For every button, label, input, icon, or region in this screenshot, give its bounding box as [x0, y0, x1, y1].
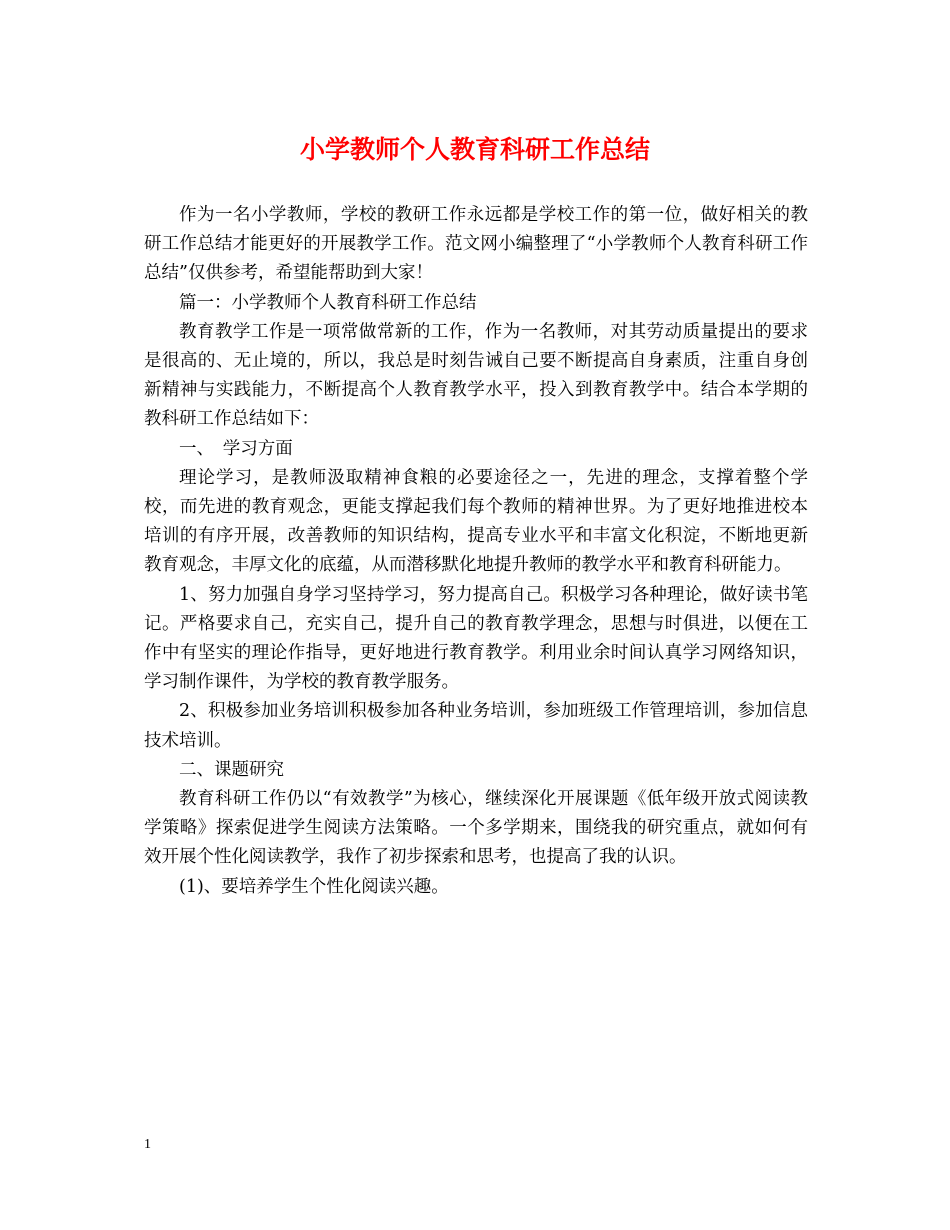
- paragraph-part-one-heading: 篇一：小学教师个人教育科研工作总结: [179, 292, 477, 313]
- page-number: 1: [144, 1137, 151, 1152]
- document-title: 小学教师个人教育科研工作总结: [299, 135, 650, 164]
- paragraph-item-1: 1、努力加强自身学习坚持学习，努力提高自己。积极学习各种理论，做好读书笔记。严格要求自己，充实自己，提升自己的教育教学理念，思想与时俱进，以便在工作中有坚实的理论作指导，更好地进行教育教学。利用业余时间认真学习网络知识，学习制作课件，为学校的教育教学服务。: [144, 584, 808, 693]
- paragraph-item-2: 2、积极参加业务培训积极参加各种业务培训，参加班级工作管理培训，参加信息技术培训。: [144, 701, 808, 751]
- section-heading-research: 二、课题研究: [179, 759, 284, 780]
- paragraph-overview: 教育教学工作是一项常做常新的工作，作为一名教师，对其劳动质量提出的要求是很高的、无止境的，所以，我总是时刻告诫自己要不断提高自身素质，注重自身创新精神与实践能力，不断提高个人教育教学水平，投入到教育教学中。结合本学期的教科研工作总结如下：: [144, 321, 808, 430]
- paragraph-subitem-1: (1)、要培养学生个性化阅读兴趣。: [179, 876, 449, 897]
- paragraph-research: 教育科研工作仍以“有效教学”为核心，继续深化开展课题《低年级开放式阅读教学策略》探索促进学生阅读方法策略。一个多学期来，围绕我的研究重点，就如何有效开展个性化阅读教学，我作了初步探索和思考，也提高了我的认识。: [144, 789, 808, 868]
- section-heading-study: 一、 学习方面: [179, 438, 293, 459]
- paragraph-theory-study: 理论学习，是教师汲取精神食粮的必要途径之一，先进的理念，支撑着整个学校，而先进的教育观念，更能支撑起我们每个教师的精神世界。为了更好地推进校本培训的有序开展，改善教师的知识结构，提高专业水平和丰富文化积淀，不断地更新教育观念，丰厚文化的底蕴，从而潜移默化地提升教师的教学水平和教育科研能力。: [144, 467, 808, 576]
- document-body: [144, 201, 808, 902]
- paragraph-intro: 作为一名小学教师，学校的教研工作永远都是学校工作的第一位，做好相关的教研工作总结才能更好的开展教学工作。范文网小编整理了“小学教师个人教育科研工作总结”仅供参考，希望能帮助到大家！: [144, 205, 808, 284]
